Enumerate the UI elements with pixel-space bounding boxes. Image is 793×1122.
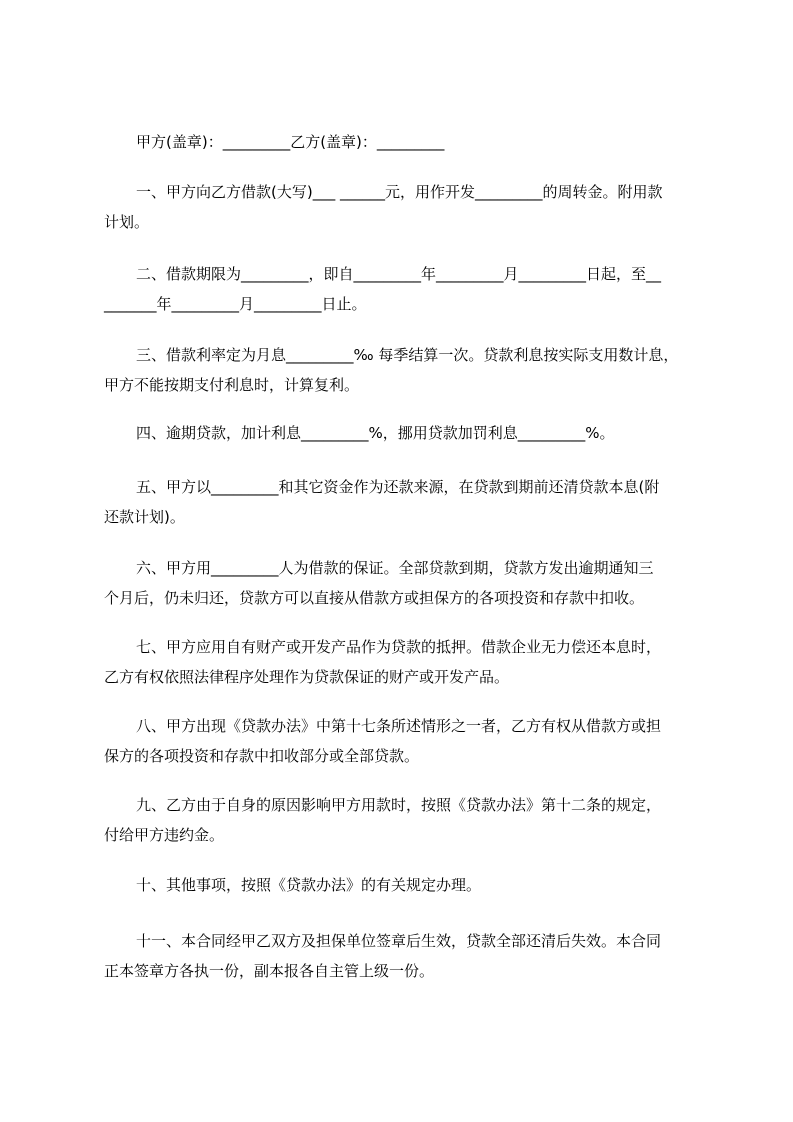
clause-1 [104, 177, 704, 237]
clause-8 [104, 711, 704, 771]
clause-line: 六、甲方用_________人为借款的保证。全部贷款到期，贷款方发出逾期通知三 [136, 559, 654, 577]
clause-3 [104, 340, 704, 400]
clause-4 [104, 418, 704, 448]
clause-line: 乙方有权依照法律程序处理作为贷款保证的财产或开发产品。 [104, 668, 510, 686]
clause-line: 还款计划)。 [104, 508, 185, 526]
clause-line: 五、甲方以_________和其它资金作为还款来源，在贷款到期前还清贷款本息(附 [136, 478, 660, 496]
clause-line: 个月后，仍未归还，贷款方可以直接从借款方或担保方的各项投资和存款中扣收。 [104, 589, 645, 607]
clause-line: 三、借款利率定为月息_________‰ 每季结算一次。贷款利息按实际支用数计息， [136, 346, 679, 364]
clause-10 [104, 870, 704, 900]
clause-line: 八、甲方出现《贷款办法》中第十七条所述情形之一者，乙方有权从借款方或担 [136, 717, 662, 735]
clause-line: 九、乙方由于自身的原因影响甲方用款时，按照《贷款办法》第十二条的规定， [136, 796, 662, 814]
clause-line: 十、其他事项，按照《贷款办法》的有关规定办理。 [136, 876, 482, 894]
header-text: 甲方(盖章)：_________乙方(盖章)：_________ [136, 133, 445, 151]
signature-header-line [136, 127, 736, 157]
clause-9 [104, 790, 704, 850]
clause-2 [104, 259, 704, 319]
clause-line: 正本签章方各执一份，副本报各自主管上级一份。 [104, 962, 435, 980]
clause-line: 四、逾期贷款，加计利息_________%，挪用贷款加罚利息_________%。 [136, 424, 615, 442]
clause-line: _______年_________月_________日止。 [104, 295, 367, 313]
clause-line: 保方的各项投资和存款中扣收部分或全部贷款。 [104, 747, 420, 765]
clause-line: 二、借款期限为_________，即自_________年_________月_________日起，至__ [136, 265, 662, 283]
clause-11 [104, 926, 704, 986]
clause-line: 甲方不能按期支付利息时，计算复利。 [104, 376, 360, 394]
clause-line: 付给甲方违约金。 [104, 826, 225, 844]
clause-7 [104, 632, 704, 692]
clause-line: 七、甲方应用自有财产或开发产品作为贷款的抵押。借款企业无力偿还本息时， [136, 638, 662, 656]
clause-line: 一、甲方向乙方借款(大写)___ ______元，用作开发_________的周转金。附用款 [136, 183, 663, 201]
clause-line: 计划。 [104, 213, 150, 231]
clause-6 [104, 553, 704, 613]
clause-5 [104, 472, 704, 532]
clause-line: 十一、本合同经甲乙双方及担保单位签章后生效，贷款全部还清后失效。本合同 [136, 932, 662, 950]
